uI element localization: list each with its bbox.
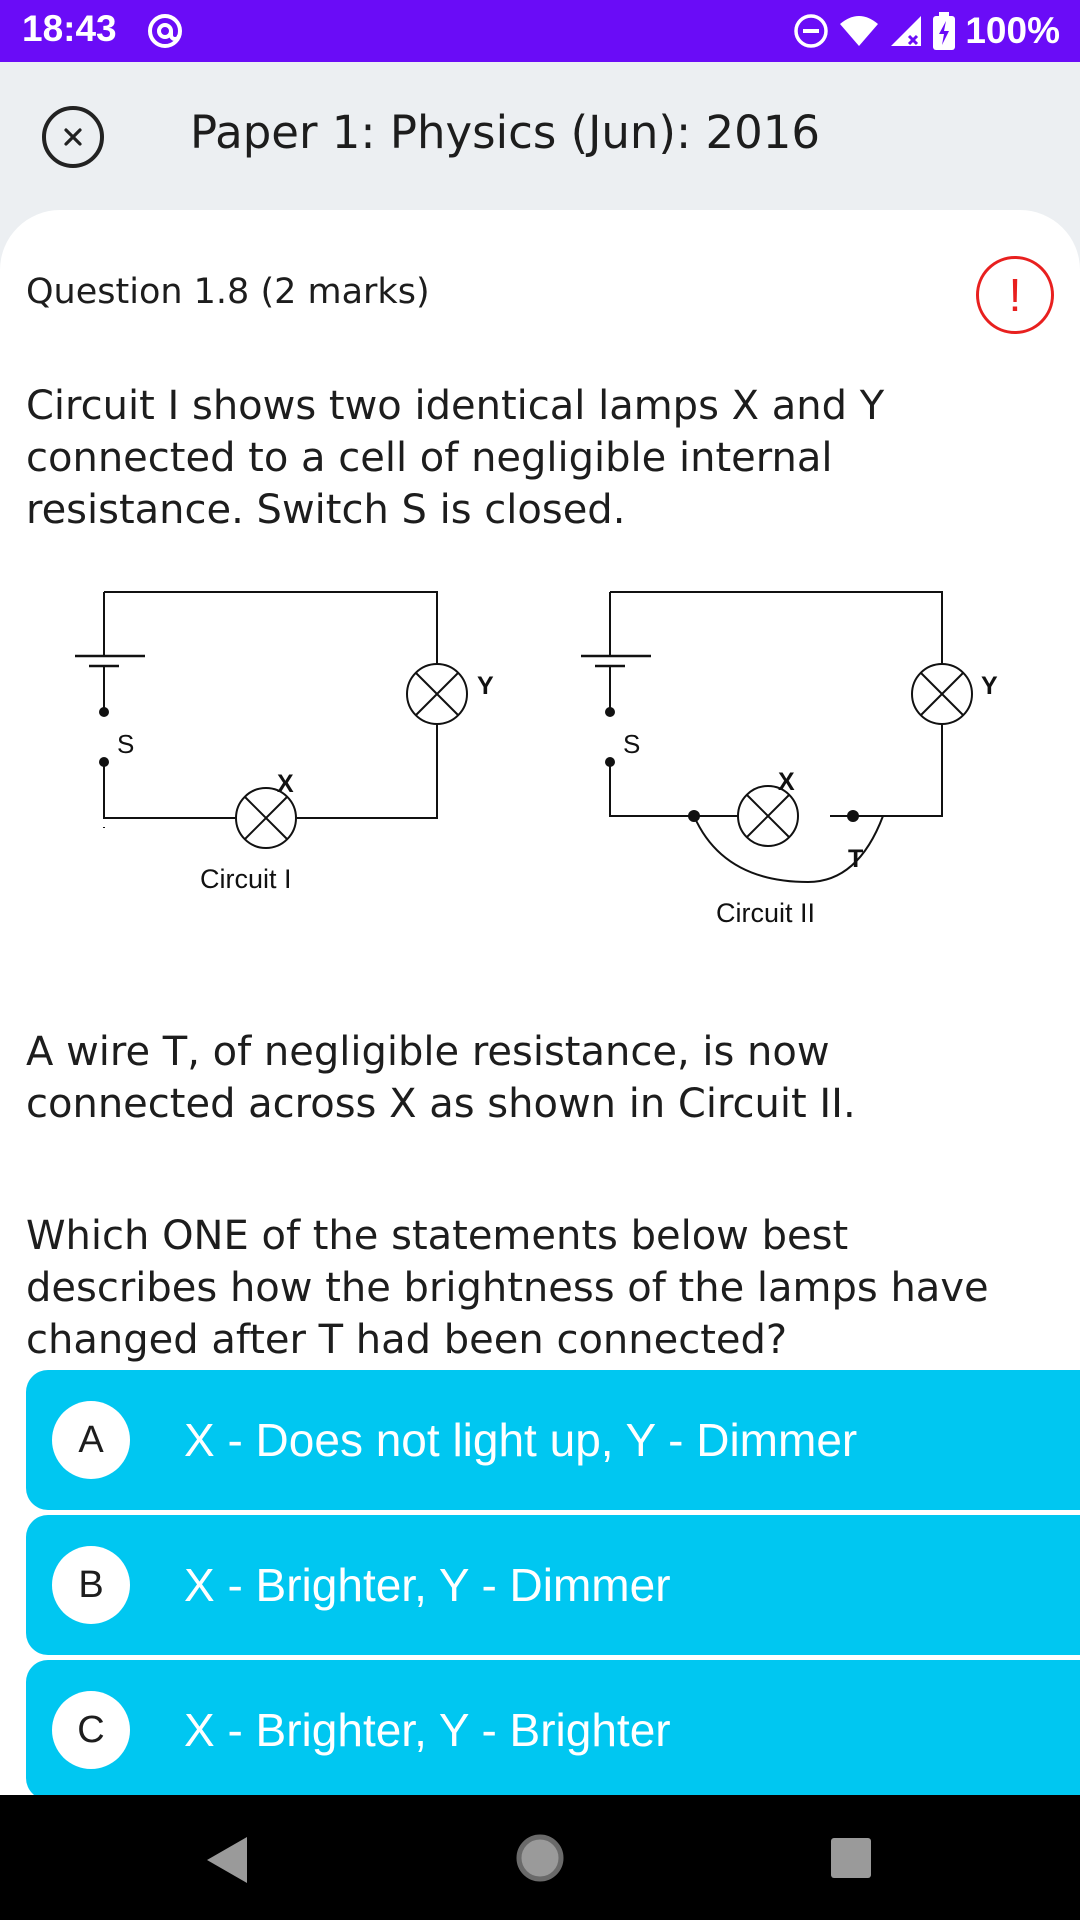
- system-nav-bar: [0, 1795, 1080, 1920]
- do-not-disturb-icon: [793, 13, 829, 49]
- circuit-2-diagram: [558, 590, 1018, 930]
- signal-icon: [889, 14, 923, 48]
- circuit-1-lamp-x-label: X: [277, 770, 294, 798]
- battery-percent: 100%: [965, 10, 1060, 51]
- battery-charging-icon: [933, 12, 955, 50]
- circuit-1-caption: Circuit I: [200, 864, 292, 894]
- option-c[interactable]: [26, 1660, 1080, 1795]
- circuit-2-wire: [610, 592, 942, 678]
- recent-apps-icon[interactable]: [830, 1837, 872, 1879]
- question-card: [0, 210, 1080, 1795]
- status-bar: [0, 0, 1080, 62]
- exclamation-icon: !: [1008, 269, 1022, 321]
- close-icon: [63, 127, 83, 147]
- home-icon[interactable]: [515, 1833, 565, 1883]
- circuit-2-lamp-y-label: Y: [981, 672, 998, 700]
- circuit-2-junction: [847, 810, 859, 822]
- option-c-letter: C: [52, 1691, 130, 1769]
- option-b[interactable]: [26, 1515, 1080, 1655]
- option-b-letter: B: [52, 1546, 130, 1624]
- circuit-1-lamp-y-label: Y: [477, 672, 494, 700]
- question-middle: A wire T, of negligible resistance, is now connected across X as shown in Circuit II.: [26, 1029, 856, 1127]
- circuit-1-switch-contact: [99, 707, 109, 717]
- circuit-2-wire-t-label: T: [848, 845, 864, 873]
- circuit-2-lamp-x-label: X: [778, 768, 795, 796]
- report-button[interactable]: [976, 256, 1054, 334]
- back-icon[interactable]: [205, 1835, 249, 1885]
- circuit-2-caption: Circuit II: [716, 898, 816, 928]
- circuit-2-junction: [688, 810, 700, 822]
- option-c-text: X - Brighter, Y - Brighter: [184, 1704, 671, 1756]
- circuit-2-switch-contact: [605, 757, 615, 767]
- question-ask: Which ONE of the statements below best describes how the brightness of the lamps have changed after T had been connected?: [26, 1213, 989, 1363]
- status-time: 18:43: [22, 8, 117, 49]
- circuit-1-lamp-y: [407, 664, 467, 724]
- at-sign-icon: [146, 12, 184, 50]
- circuit-2-switch-contact: [605, 707, 615, 717]
- question-number: Question 1.8 (2 marks): [26, 272, 430, 312]
- close-button[interactable]: [42, 106, 104, 168]
- option-b-text: X - Brighter, Y - Dimmer: [184, 1559, 671, 1611]
- circuit-2-lamp-y: [912, 664, 972, 724]
- page-title: Paper 1: Physics (Jun): 2016: [190, 106, 820, 159]
- status-icons: [793, 8, 1060, 54]
- circuit-2-switch-label: S: [623, 729, 641, 759]
- option-a-text: X - Does not light up, Y - Dimmer: [184, 1414, 858, 1466]
- circuit-1-diagram: [55, 590, 495, 930]
- circuit-1-switch-contact: [99, 757, 109, 767]
- option-a-letter: A: [52, 1401, 130, 1479]
- option-a[interactable]: [26, 1370, 1080, 1510]
- question-intro: Circuit I shows two identical lamps X and Y connected to a cell of negligible internal resistance. Switch S is closed.: [26, 383, 885, 533]
- circuit-1-switch-label: S: [117, 729, 135, 759]
- app-header: [0, 62, 1080, 210]
- wifi-icon: [839, 14, 879, 48]
